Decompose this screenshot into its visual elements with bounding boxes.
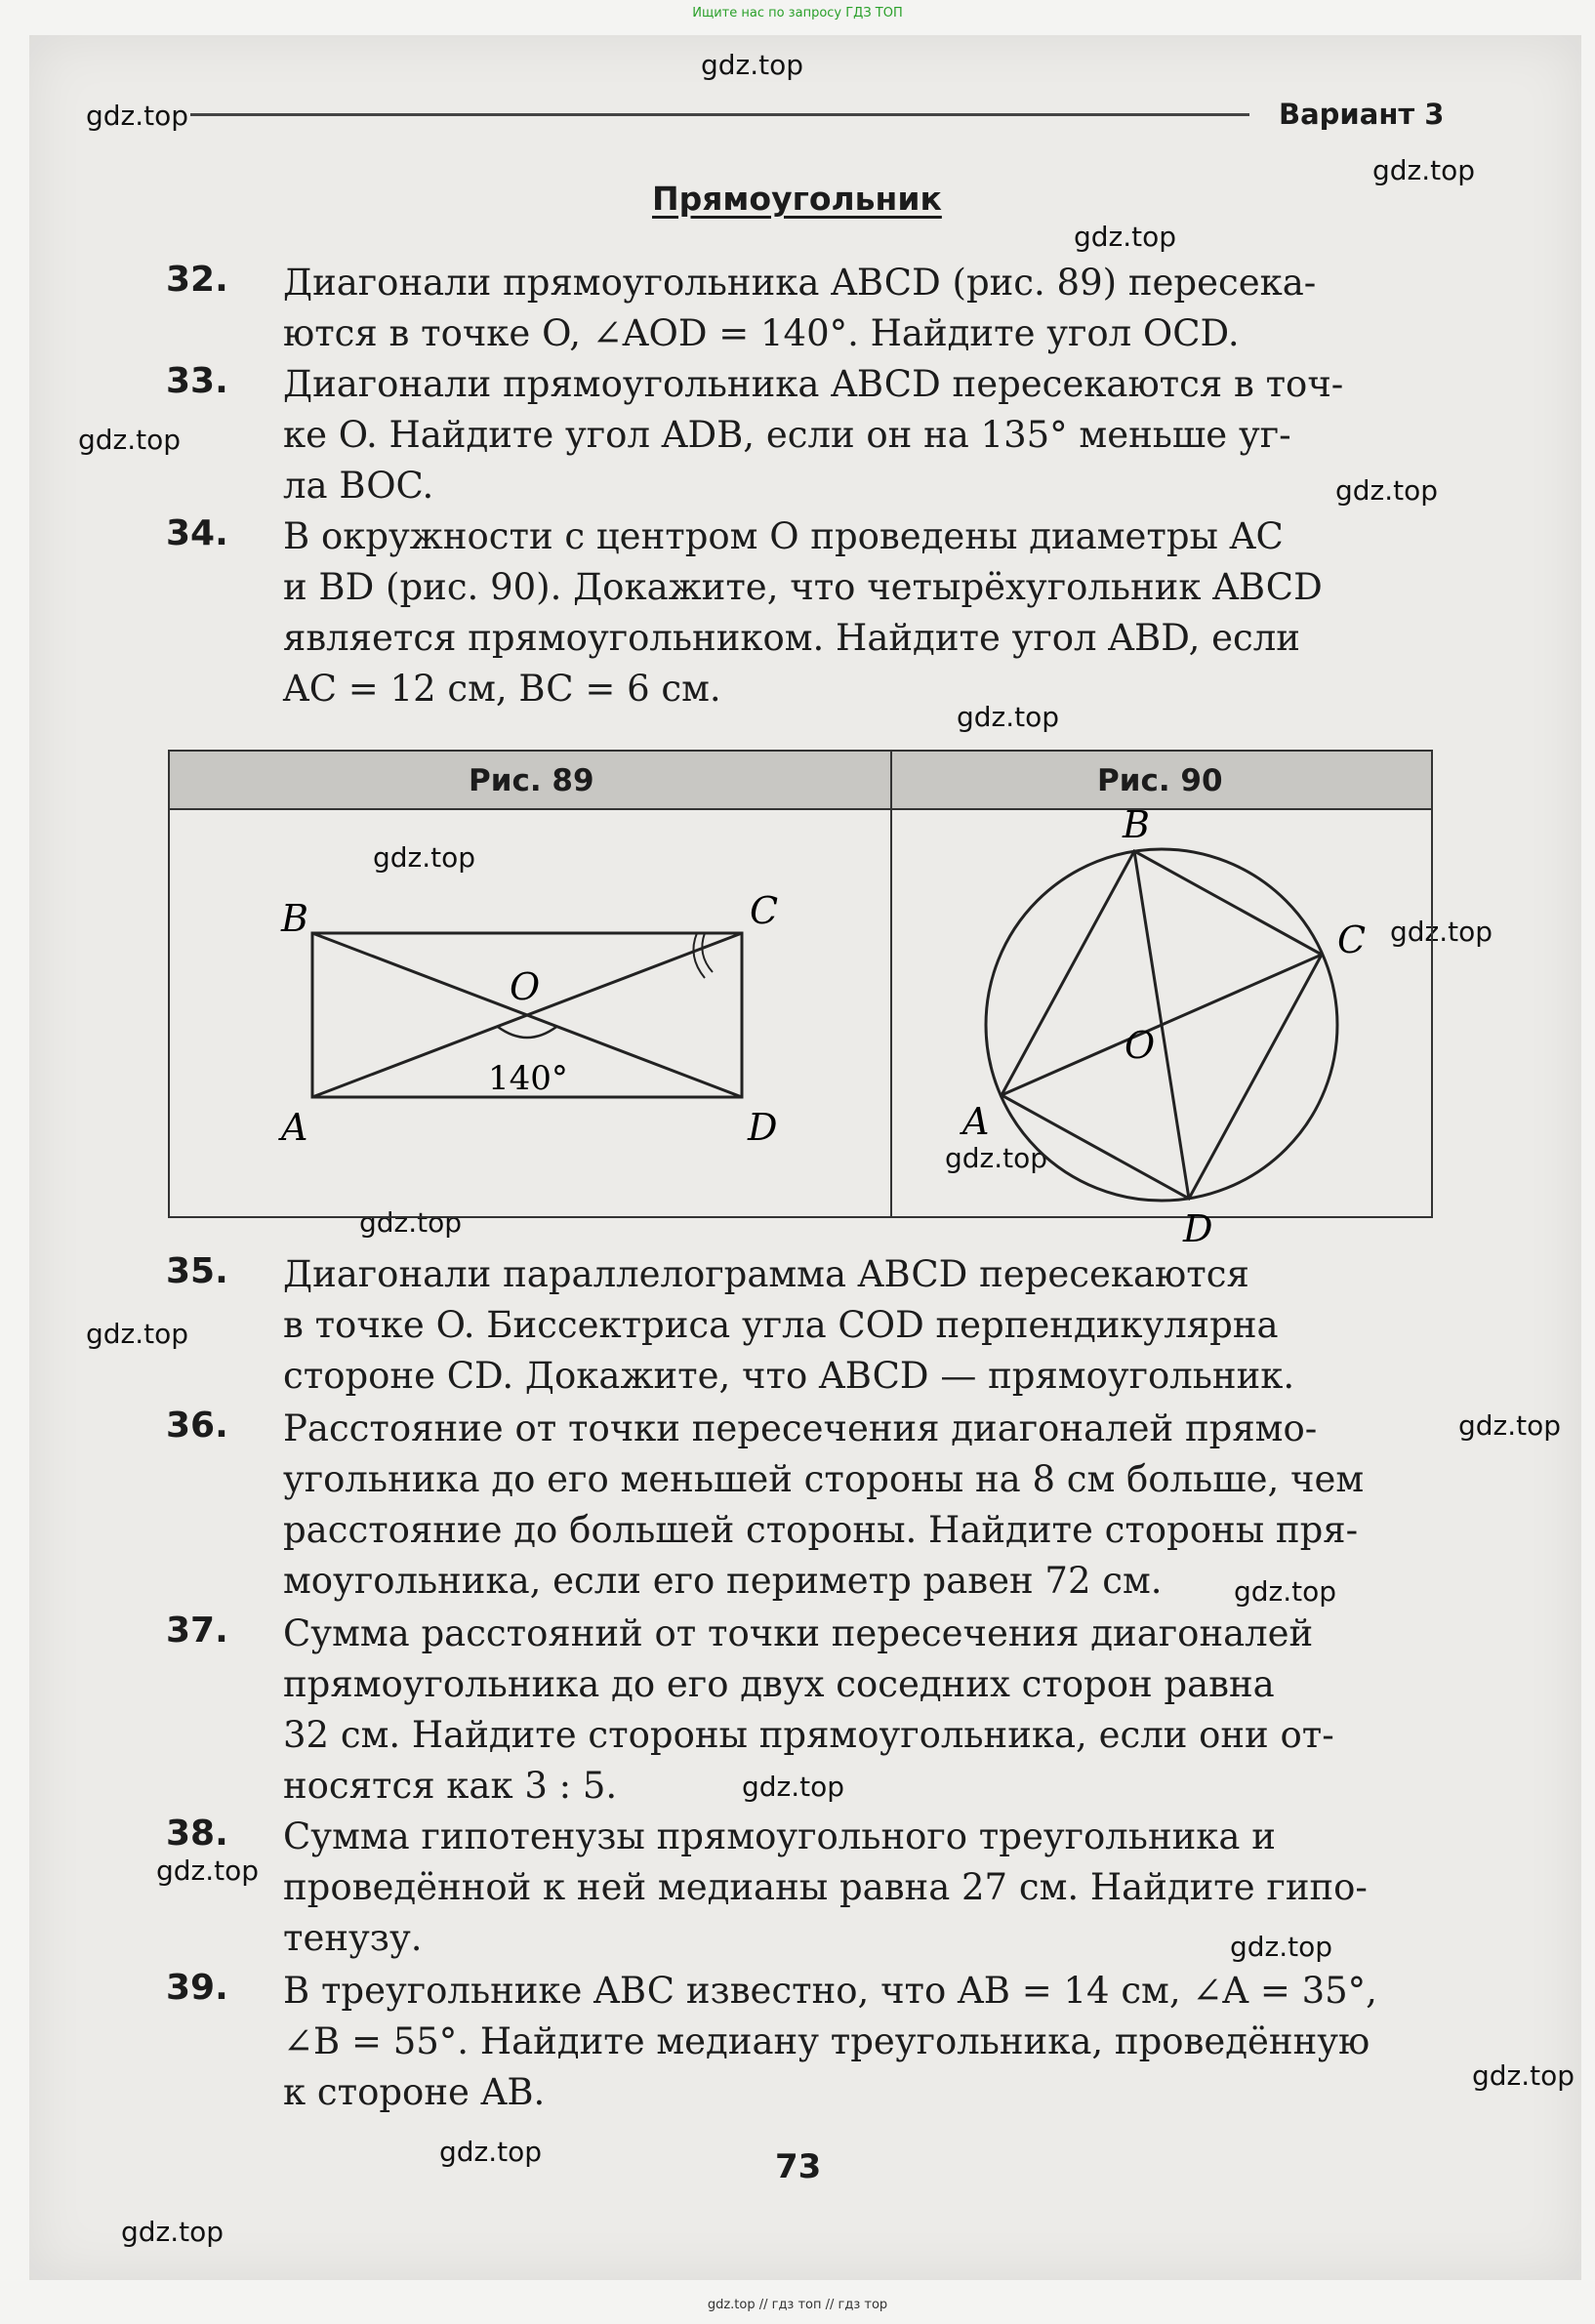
fig90-circle-diagram	[892, 803, 1431, 1250]
fig89-title: Рис. 89	[469, 763, 594, 798]
top-banner: Ищите нас по запросу ГДЗ ТОП	[692, 6, 903, 20]
angle-c-arc	[702, 933, 713, 972]
watermark: gdz.top	[1074, 221, 1177, 253]
problem-line: угольника до его меньшей стороны на 8 см больше, чем	[283, 1458, 1365, 1500]
label-c: C	[750, 889, 779, 932]
problem-line: является прямоугольником. Найдите угол ABD, если	[283, 617, 1300, 659]
problem-line: моугольника, если его периметр равен 72 см.	[283, 1560, 1163, 1602]
watermark: gdz.top	[1230, 1931, 1333, 1963]
problem-line: ке O. Найдите угол ADB, если он на 135° меньше уг-	[283, 414, 1291, 456]
label-o: O	[1125, 1024, 1156, 1067]
figure-table-header	[170, 752, 1431, 810]
problem-line: Сумма расстояний от точки пересечения диагоналей	[283, 1612, 1314, 1654]
fig89-rectangle-diagram	[170, 808, 888, 1216]
watermark: gdz.top	[701, 49, 804, 81]
label-d: D	[748, 1106, 778, 1149]
watermark: gdz.top	[957, 701, 1060, 733]
problem-line: В треугольнике ABC известно, что AB = 14 см, ∠A = 35°,	[283, 1970, 1377, 2012]
problem-line: ются в точке O, ∠AOD = 140°. Найдите угол OCD.	[283, 312, 1240, 354]
problem-line: ла BOC.	[283, 465, 434, 507]
problem-number: 39.	[166, 1968, 228, 2008]
problem-line: носятся как 3 : 5.	[283, 1765, 618, 1807]
problem-number: 33.	[166, 361, 228, 401]
watermark: gdz.top	[86, 100, 189, 132]
watermark: gdz.top	[121, 2216, 225, 2248]
label-c: C	[1337, 918, 1367, 961]
problem-line: Расстояние от точки пересечения диагоналей прямо-	[283, 1407, 1318, 1449]
label-a: A	[962, 1100, 990, 1143]
label-d: D	[1183, 1207, 1213, 1250]
problem-line: ∠B = 55°. Найдите медиану треугольника, проведённую	[283, 2020, 1370, 2062]
watermark: gdz.top	[1390, 916, 1493, 948]
problem-line: расстояние до большей стороны. Найдите стороны пря-	[283, 1509, 1359, 1551]
watermark: gdz.top	[1234, 1575, 1337, 1608]
problem-line: Диагонали прямоугольника ABCD (рис. 89) пересека-	[283, 262, 1317, 304]
page-number: 73	[775, 2147, 822, 2186]
problem-line: Диагонали прямоугольника ABCD пересекаются в точ-	[283, 363, 1344, 405]
problem-number: 38.	[166, 1814, 228, 1854]
problem-line: Сумма гипотенузы прямоугольного треугольника и	[283, 1815, 1276, 1857]
problem-text	[283, 1249, 1552, 1402]
watermark: gdz.top	[742, 1771, 845, 1803]
watermark: gdz.top	[439, 2136, 543, 2168]
problem-line: к стороне AB.	[283, 2071, 546, 2113]
problem-number: 37.	[166, 1610, 228, 1651]
watermark: gdz.top	[78, 424, 182, 456]
problem-line: в точке O. Биссектриса угла COD перпендикулярна	[283, 1304, 1279, 1346]
problem-line: В окружности с центром O проведены диаметры AC	[283, 515, 1284, 557]
bottom-banner: gdz.top // гдз топ // гдз тор	[707, 2298, 888, 2312]
problem-text	[283, 258, 1552, 359]
section-title: Прямоугольник	[652, 180, 942, 218]
problem-number: 34.	[166, 513, 228, 553]
watermark: gdz.top	[1458, 1409, 1562, 1442]
problem-number: 35.	[166, 1251, 228, 1291]
problem-line: проведённой к ней медианы равна 27 см. Найдите гипо-	[283, 1866, 1368, 1908]
problem-line: 32 см. Найдите стороны прямоугольника, если они от-	[283, 1714, 1334, 1756]
problem-line: прямоугольника до его двух соседних сторон равна	[283, 1663, 1275, 1705]
problem-number: 32.	[166, 260, 228, 300]
problem-number: 36.	[166, 1406, 228, 1446]
watermark: gdz.top	[1472, 2059, 1575, 2092]
problem-text	[283, 1609, 1552, 1812]
problem-line: и BD (рис. 90). Докажите, что четырёхугольник ABCD	[283, 566, 1323, 608]
watermark: gdz.top	[1335, 474, 1439, 507]
variant-label: Вариант 3	[1279, 98, 1445, 131]
problem-line: тенузу.	[283, 1917, 423, 1959]
problem-text	[283, 1966, 1552, 2118]
problem-text	[283, 511, 1552, 714]
label-a: A	[281, 1106, 308, 1149]
watermark: gdz.top	[373, 841, 476, 874]
problem-text	[283, 1404, 1552, 1607]
fig90-title: Рис. 90	[1097, 763, 1223, 798]
watermark: gdz.top	[359, 1206, 463, 1239]
watermark: gdz.top	[156, 1855, 260, 1887]
diameter-ac	[1002, 955, 1322, 1095]
problem-line: стороне CD. Докажите, что ABCD — прямоугольник.	[283, 1355, 1295, 1397]
problem-text	[283, 359, 1552, 511]
problem-line: Диагонали параллелограмма ABCD пересекаются	[283, 1253, 1249, 1295]
watermark: gdz.top	[1372, 154, 1476, 186]
watermark: gdz.top	[86, 1318, 189, 1350]
problem-text	[283, 1812, 1552, 1964]
header-rule	[190, 113, 1249, 116]
watermark: gdz.top	[945, 1142, 1048, 1174]
label-o: O	[510, 965, 541, 1008]
problem-line: AC = 12 см, BC = 6 см.	[283, 668, 721, 710]
angle-aod-arc	[498, 1027, 556, 1038]
angle-value-label: 140°	[488, 1059, 568, 1098]
label-b: B	[281, 897, 308, 940]
label-b: B	[1123, 803, 1150, 846]
